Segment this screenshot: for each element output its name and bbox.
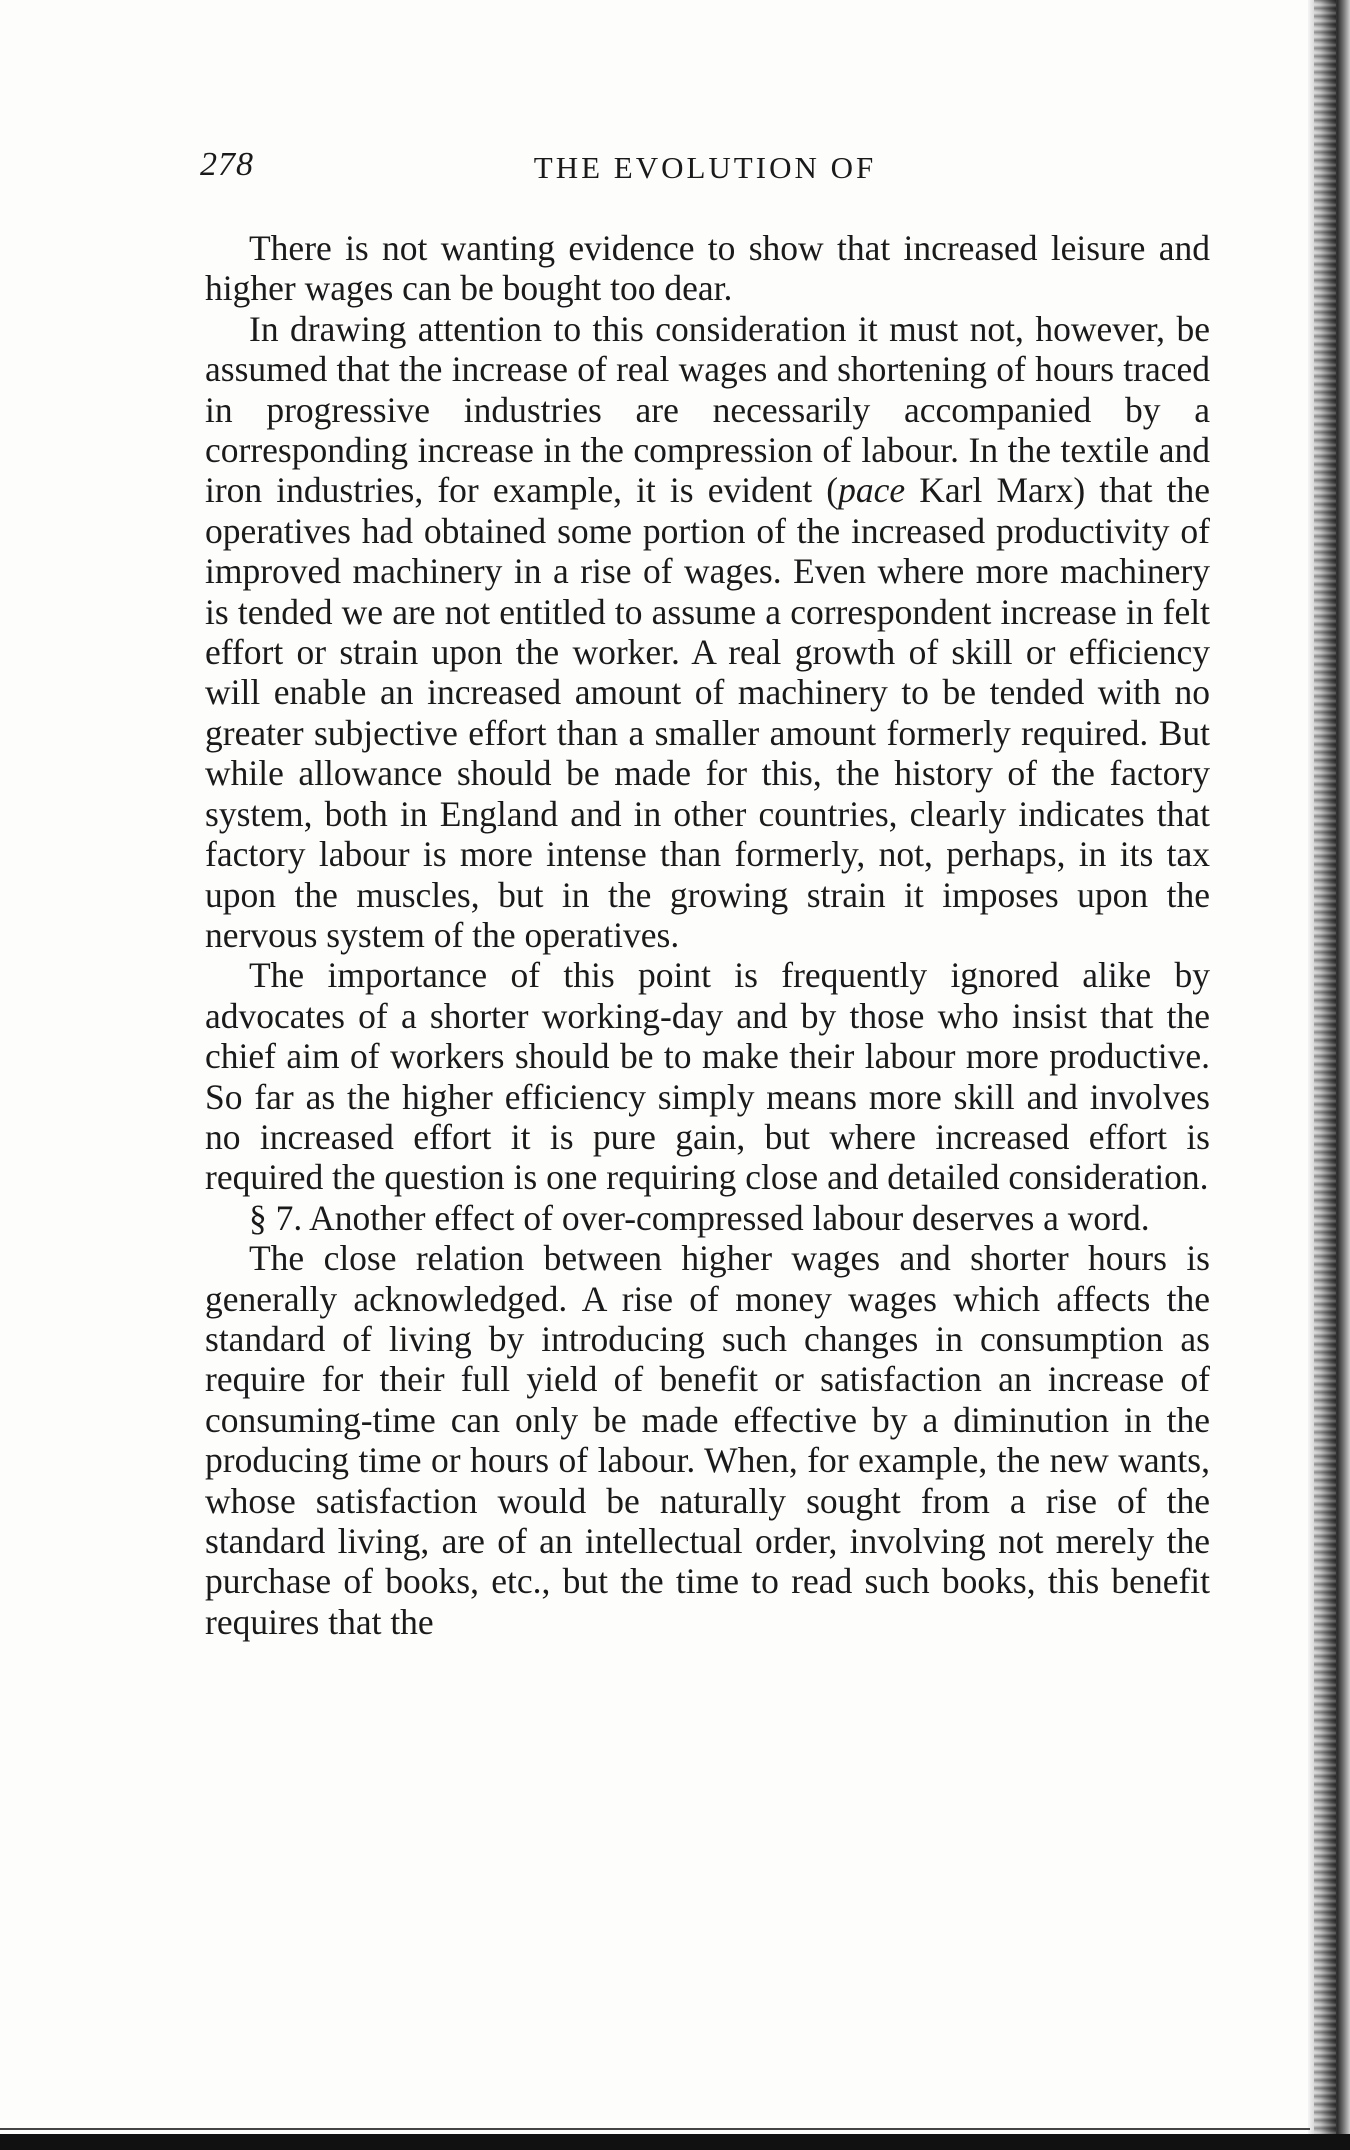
running-title: THE EVOLUTION OF <box>533 150 877 185</box>
paragraph: In drawing attention to this consideration it must not, however, be assumed that the increase of real wages and shortening of hours traced in progressive industries are necessarily accompanied by a corresponding increase in the compression of labour. In the textile and iron industries, for example, it is evident (pace Karl Marx) that the operatives had obtained some portion of the increased productivity of improved machinery in a rise of wages. Even where more machinery is tended we are not entitled to assume a correspondent increase in felt effort or strain upon the worker. A real growth of skill or efficiency will enable an increased amount of machinery to be tended with no greater subjective effort than a smaller amount formerly required. But while allowance should be made for this, the history of the factory system, both in England and in other countries, clearly indicates that factory labour is more intense than formerly, not, perhaps, in its tax upon the muscles, but in the growing strain it imposes upon the nervous system of the operatives. <box>205 308 1210 955</box>
paragraph: There is not wanting evidence to show that increased leisure and higher wages can be bought too dear. <box>205 228 1210 309</box>
body-text <box>205 228 1210 1642</box>
page-number: 278 <box>200 146 254 183</box>
section-paragraph: § 7. Another effect of over-compressed labour deserves a word. <box>249 1197 1150 1238</box>
scan-bottom-edge <box>0 2134 1350 2150</box>
page-header <box>200 146 1210 190</box>
page-edge-shadow <box>1308 0 1350 2150</box>
paragraph: The importance of this point is frequently ignored alike by advocates of a shorter working-day and by those who insist that the chief aim of workers should be to make their labour more productive. So far as the higher efficiency simply means more skill and involves no increased effort it is pure gain, but where increased effort is required the question is one requiring close and detailed consideration. <box>205 955 1210 1198</box>
italic-pace: pace <box>838 470 906 511</box>
paragraph: The close relation between higher wages and shorter hours is generally acknowledged. A rise of money wages which affects the standard of living by introducing such changes in consumption as require for their full yield of benefit or satisfaction an increase of consuming-time can only be made effective by a diminution in the producing time or hours of labour. When, for example, the new wants, whose satisfaction would be naturally sought from a rise of the standard living, are of an intellectual order, involving not merely the purchase of books, etc., but the time to read such books, this benefit requires that the <box>205 1238 1210 1642</box>
bottom-rule <box>0 2128 1310 2130</box>
